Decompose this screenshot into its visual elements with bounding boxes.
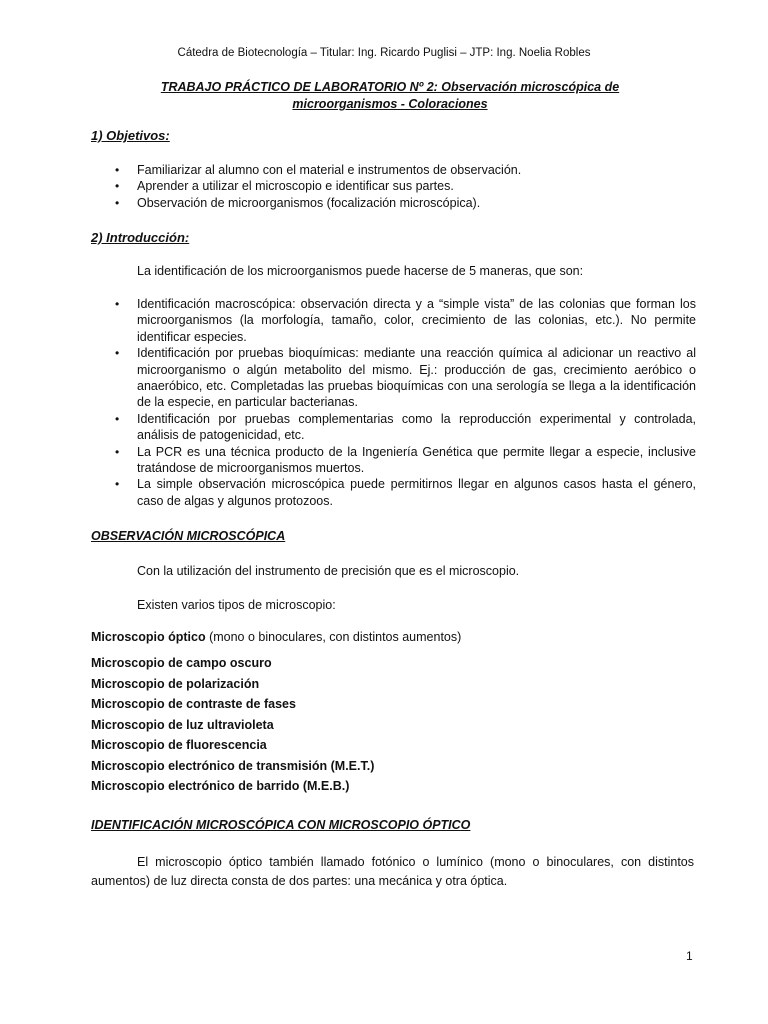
list-item: • Identificación por pruebas complementarias como la reproducción experimental y controlada, análisis de patogenicidad, etc. <box>113 411 696 444</box>
introduccion-list <box>113 296 696 509</box>
identificacion-heading: IDENTIFICACIÓN MICROSCÓPICA CON MICROSCOPIO ÓPTICO <box>91 818 471 832</box>
microscopio-optico-label: Microscopio óptico <box>91 630 206 644</box>
list-item: Microscopio de luz ultravioleta <box>91 717 274 732</box>
microscopio-optico-detail: (mono o binoculares, con distintos aumentos) <box>205 630 462 644</box>
identificacion-paragraph: El microscopio óptico también llamado fotónico o lumínico (mono o binoculares, con distintos aumentos) de luz directa consta de dos partes: una mecánica y otra óptica. <box>91 855 694 888</box>
introduccion-lead: La identificación de los microorganismos puede hacerse de 5 maneras, que son: <box>137 264 584 278</box>
list-item: Microscopio de fluorescencia <box>91 738 267 752</box>
observacion-heading: OBSERVACIÓN MICROSCÓPICA <box>91 529 286 543</box>
page-number: 1 <box>686 949 693 963</box>
list-item: Microscopio electrónico de barrido (M.E.B.) <box>91 779 350 793</box>
list-item: • La simple observación microscópica puede permitirnos llegar en algunos casos hasta el género, caso de algas y algunos protozoos. <box>113 476 696 509</box>
document-title: TRABAJO PRÁCTICO DE LABORATORIO Nº 2: Observación microscópica de microorganismos - Coloraciones <box>160 80 620 111</box>
microscopio-optico-line <box>91 629 461 646</box>
observacion-paragraph-1: Con la utilización del instrumento de precisión que es el microscopio. <box>137 564 520 578</box>
page-header: Cátedra de Biotecnología – Titular: Ing. Ricardo Puglisi – JTP: Ing. Noelia Robles <box>177 47 591 59</box>
introduccion-heading: 2) Introducción: <box>91 230 190 245</box>
observacion-paragraph-2: Existen varios tipos de microscopio: <box>137 598 336 612</box>
list-item: Microscopio de campo oscuro <box>91 656 272 670</box>
list-item: • Aprender a utilizar el microscopio e identificar sus partes. <box>113 178 696 194</box>
list-item: • Identificación por pruebas bioquímicas: mediante una reacción química al adicionar un reactivo al microorganismo o algún metabolito del mismo. Ej.: producción de gas, crecimiento aeróbico o anaeróbico, etc. Completadas las pruebas bioquímicas con una serología se llega a la identificación de la especie, en particular bacterianas. <box>113 345 696 411</box>
list-item: • Observación de microorganismos (focalización microscópica). <box>113 195 696 211</box>
list-item: Microscopio de polarización <box>91 676 260 691</box>
list-item: • Familiarizar al alumno con el material e instrumentos de observación. <box>113 162 696 178</box>
list-item: Microscopio de contraste de fases <box>91 697 296 711</box>
list-item: Microscopio electrónico de transmisión (M.E.T.) <box>91 758 375 773</box>
objetivos-heading: 1) Objetivos: <box>91 128 170 143</box>
objetivos-list <box>113 162 696 211</box>
microscope-types-list <box>91 653 374 797</box>
list-item: • Identificación macroscópica: observación directa y a “simple vista” de las colonias que forman los microorganismos (la morfología, tamaño, color, crecimiento de las colonias, etc.). No permite identificar especies. <box>113 296 696 345</box>
list-item: • La PCR es una técnica producto de la Ingeniería Genética que permite llegar a especie, inclusive tratándose de microorganismos muertos. <box>113 444 696 477</box>
